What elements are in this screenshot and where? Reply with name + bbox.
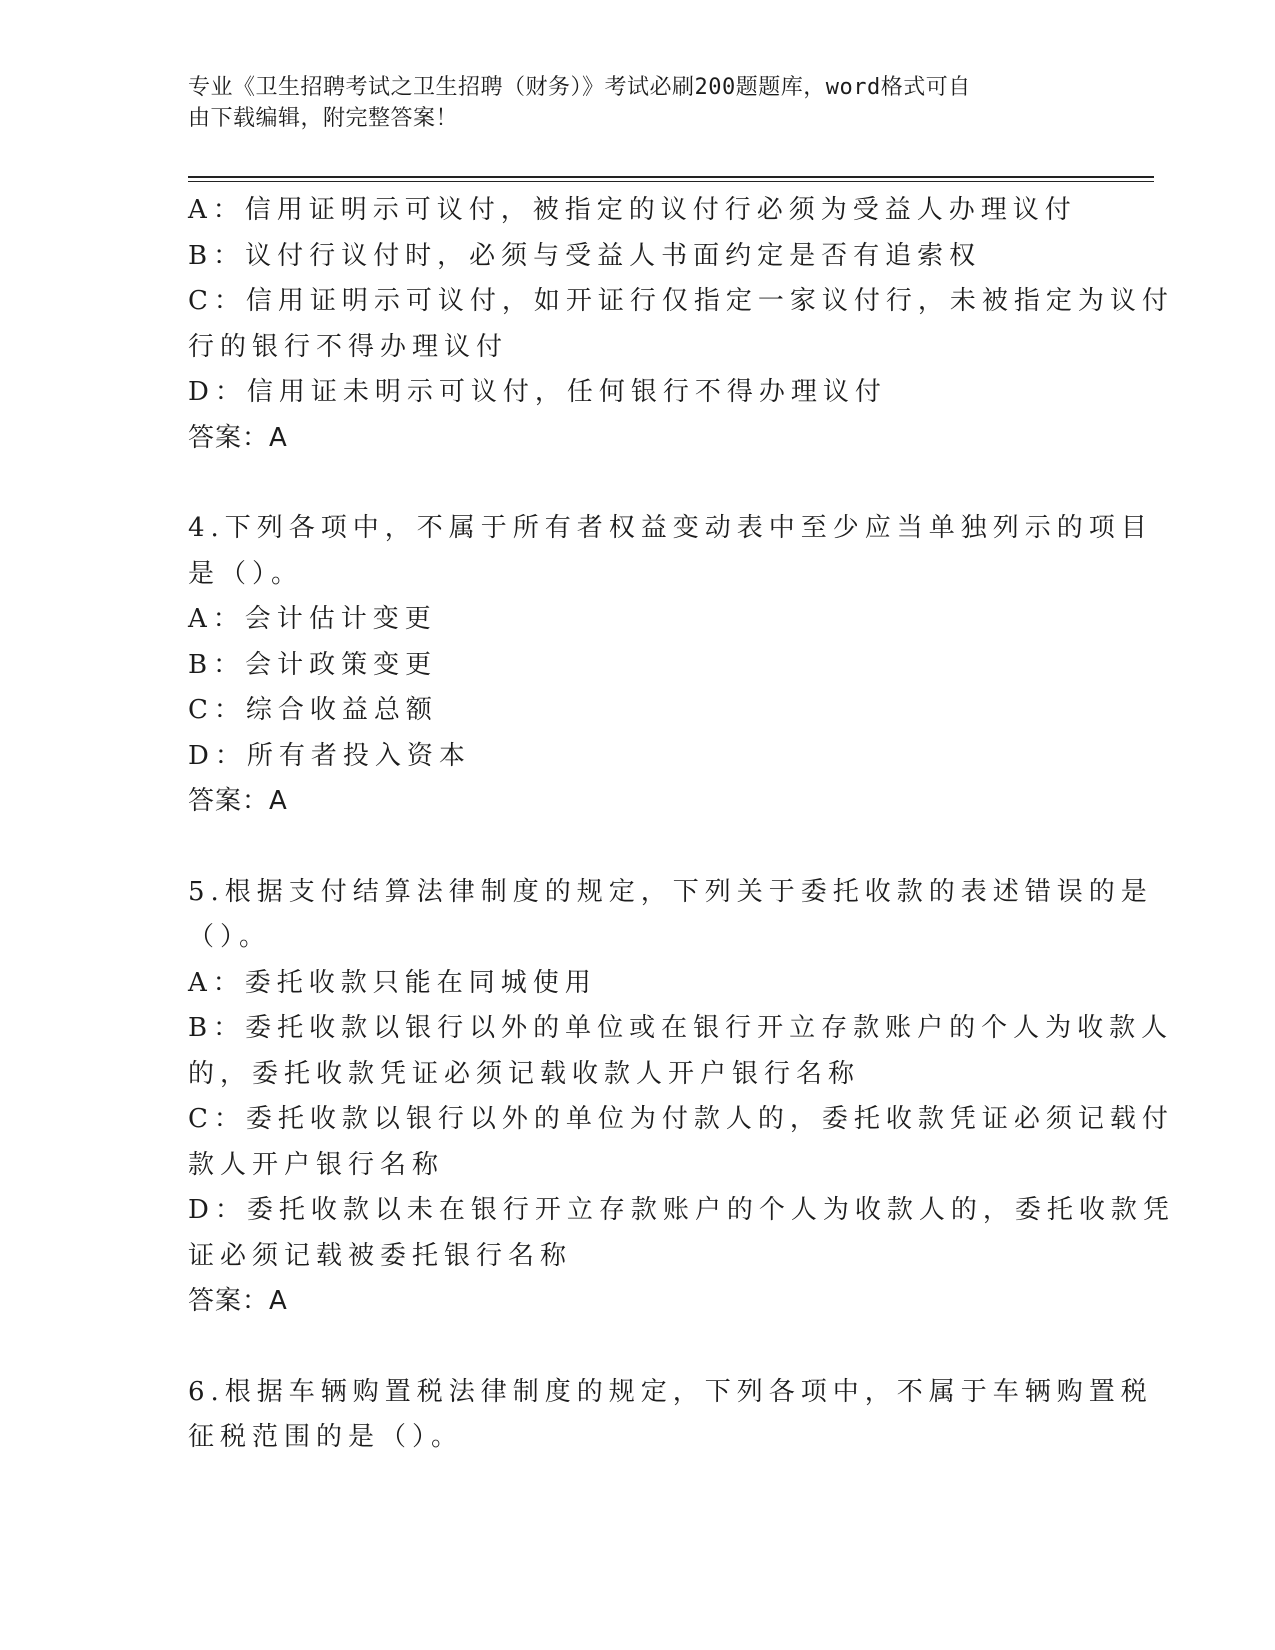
question-stem: 6.根据车辆购置税法律制度的规定，下列各项中，不属于车辆购置税 bbox=[188, 1376, 1153, 1407]
option-b: B：会计政策变更 bbox=[188, 649, 438, 680]
option-d: D：信用证未明示可议付，任何银行不得办理议付 bbox=[188, 377, 887, 407]
option-a: A：会计估计变更 bbox=[188, 604, 437, 634]
answer-line: 答案：A bbox=[188, 422, 288, 453]
option-d: D：所有者投入资本 bbox=[188, 740, 471, 771]
option-b: B：议付行议付时，必须与受益人书面约定是否有追索权 bbox=[188, 240, 982, 271]
answer-line: 答案：A bbox=[188, 1286, 288, 1316]
option-d-continued: 证必须记载被委托银行名称 bbox=[188, 1240, 573, 1271]
question-stem: 5.根据支付结算法律制度的规定，下列关于委托收款的表述错误的是 bbox=[188, 876, 1153, 907]
option-c: C：信用证明示可议付，如开证行仅指定一家议付行，未被指定为议付 bbox=[188, 286, 1174, 316]
question-list bbox=[188, 188, 1175, 1461]
option-a: A：委托收款只能在同城使用 bbox=[188, 967, 597, 998]
question-4 bbox=[188, 506, 1153, 825]
spacer bbox=[188, 1325, 1078, 1370]
option-d: D：委托收款以未在银行开立存款账户的个人为收款人的，委托收款凭 bbox=[188, 1195, 1175, 1225]
spacer bbox=[188, 825, 1078, 870]
question-stem: 4.下列各项中，不属于所有者权益变动表中至少应当单独列示的项目 bbox=[188, 513, 1153, 543]
answer-line: 答案：A bbox=[188, 786, 288, 816]
header-line-1: 专业《卫生招聘考试之卫生招聘（财务）》考试必刷200题题库，word格式可自 bbox=[188, 75, 971, 100]
option-b: B：委托收款以银行以外的单位或在银行开立存款账户的个人为收款人 bbox=[188, 1013, 1174, 1043]
option-c-continued: 行的银行不得办理议付 bbox=[188, 331, 509, 362]
document-header bbox=[188, 72, 1068, 134]
option-c: C：综合收益总额 bbox=[188, 695, 438, 725]
header-divider bbox=[188, 176, 1154, 182]
question-stem-continued: （）。 bbox=[188, 922, 272, 952]
question-stem-continued: 是（）。 bbox=[188, 558, 304, 589]
question-stem-continued: 征税范围的是（）。 bbox=[188, 1422, 464, 1452]
option-c-continued: 款人开户银行名称 bbox=[188, 1149, 445, 1180]
question-3-continued bbox=[188, 188, 1174, 461]
question-6 bbox=[188, 1370, 1153, 1461]
option-c: C：委托收款以银行以外的单位为付款人的，委托收款凭证必须记载付 bbox=[188, 1104, 1174, 1134]
option-b-continued: 的，委托收款凭证必须记载收款人开户银行名称 bbox=[188, 1058, 861, 1089]
question-5 bbox=[188, 870, 1175, 1325]
option-a: A：信用证明示可议付，被指定的议付行必须为受益人办理议付 bbox=[188, 195, 1077, 225]
spacer bbox=[188, 461, 1078, 506]
header-line-2: 由下载编辑，附完整答案！ bbox=[188, 106, 459, 131]
